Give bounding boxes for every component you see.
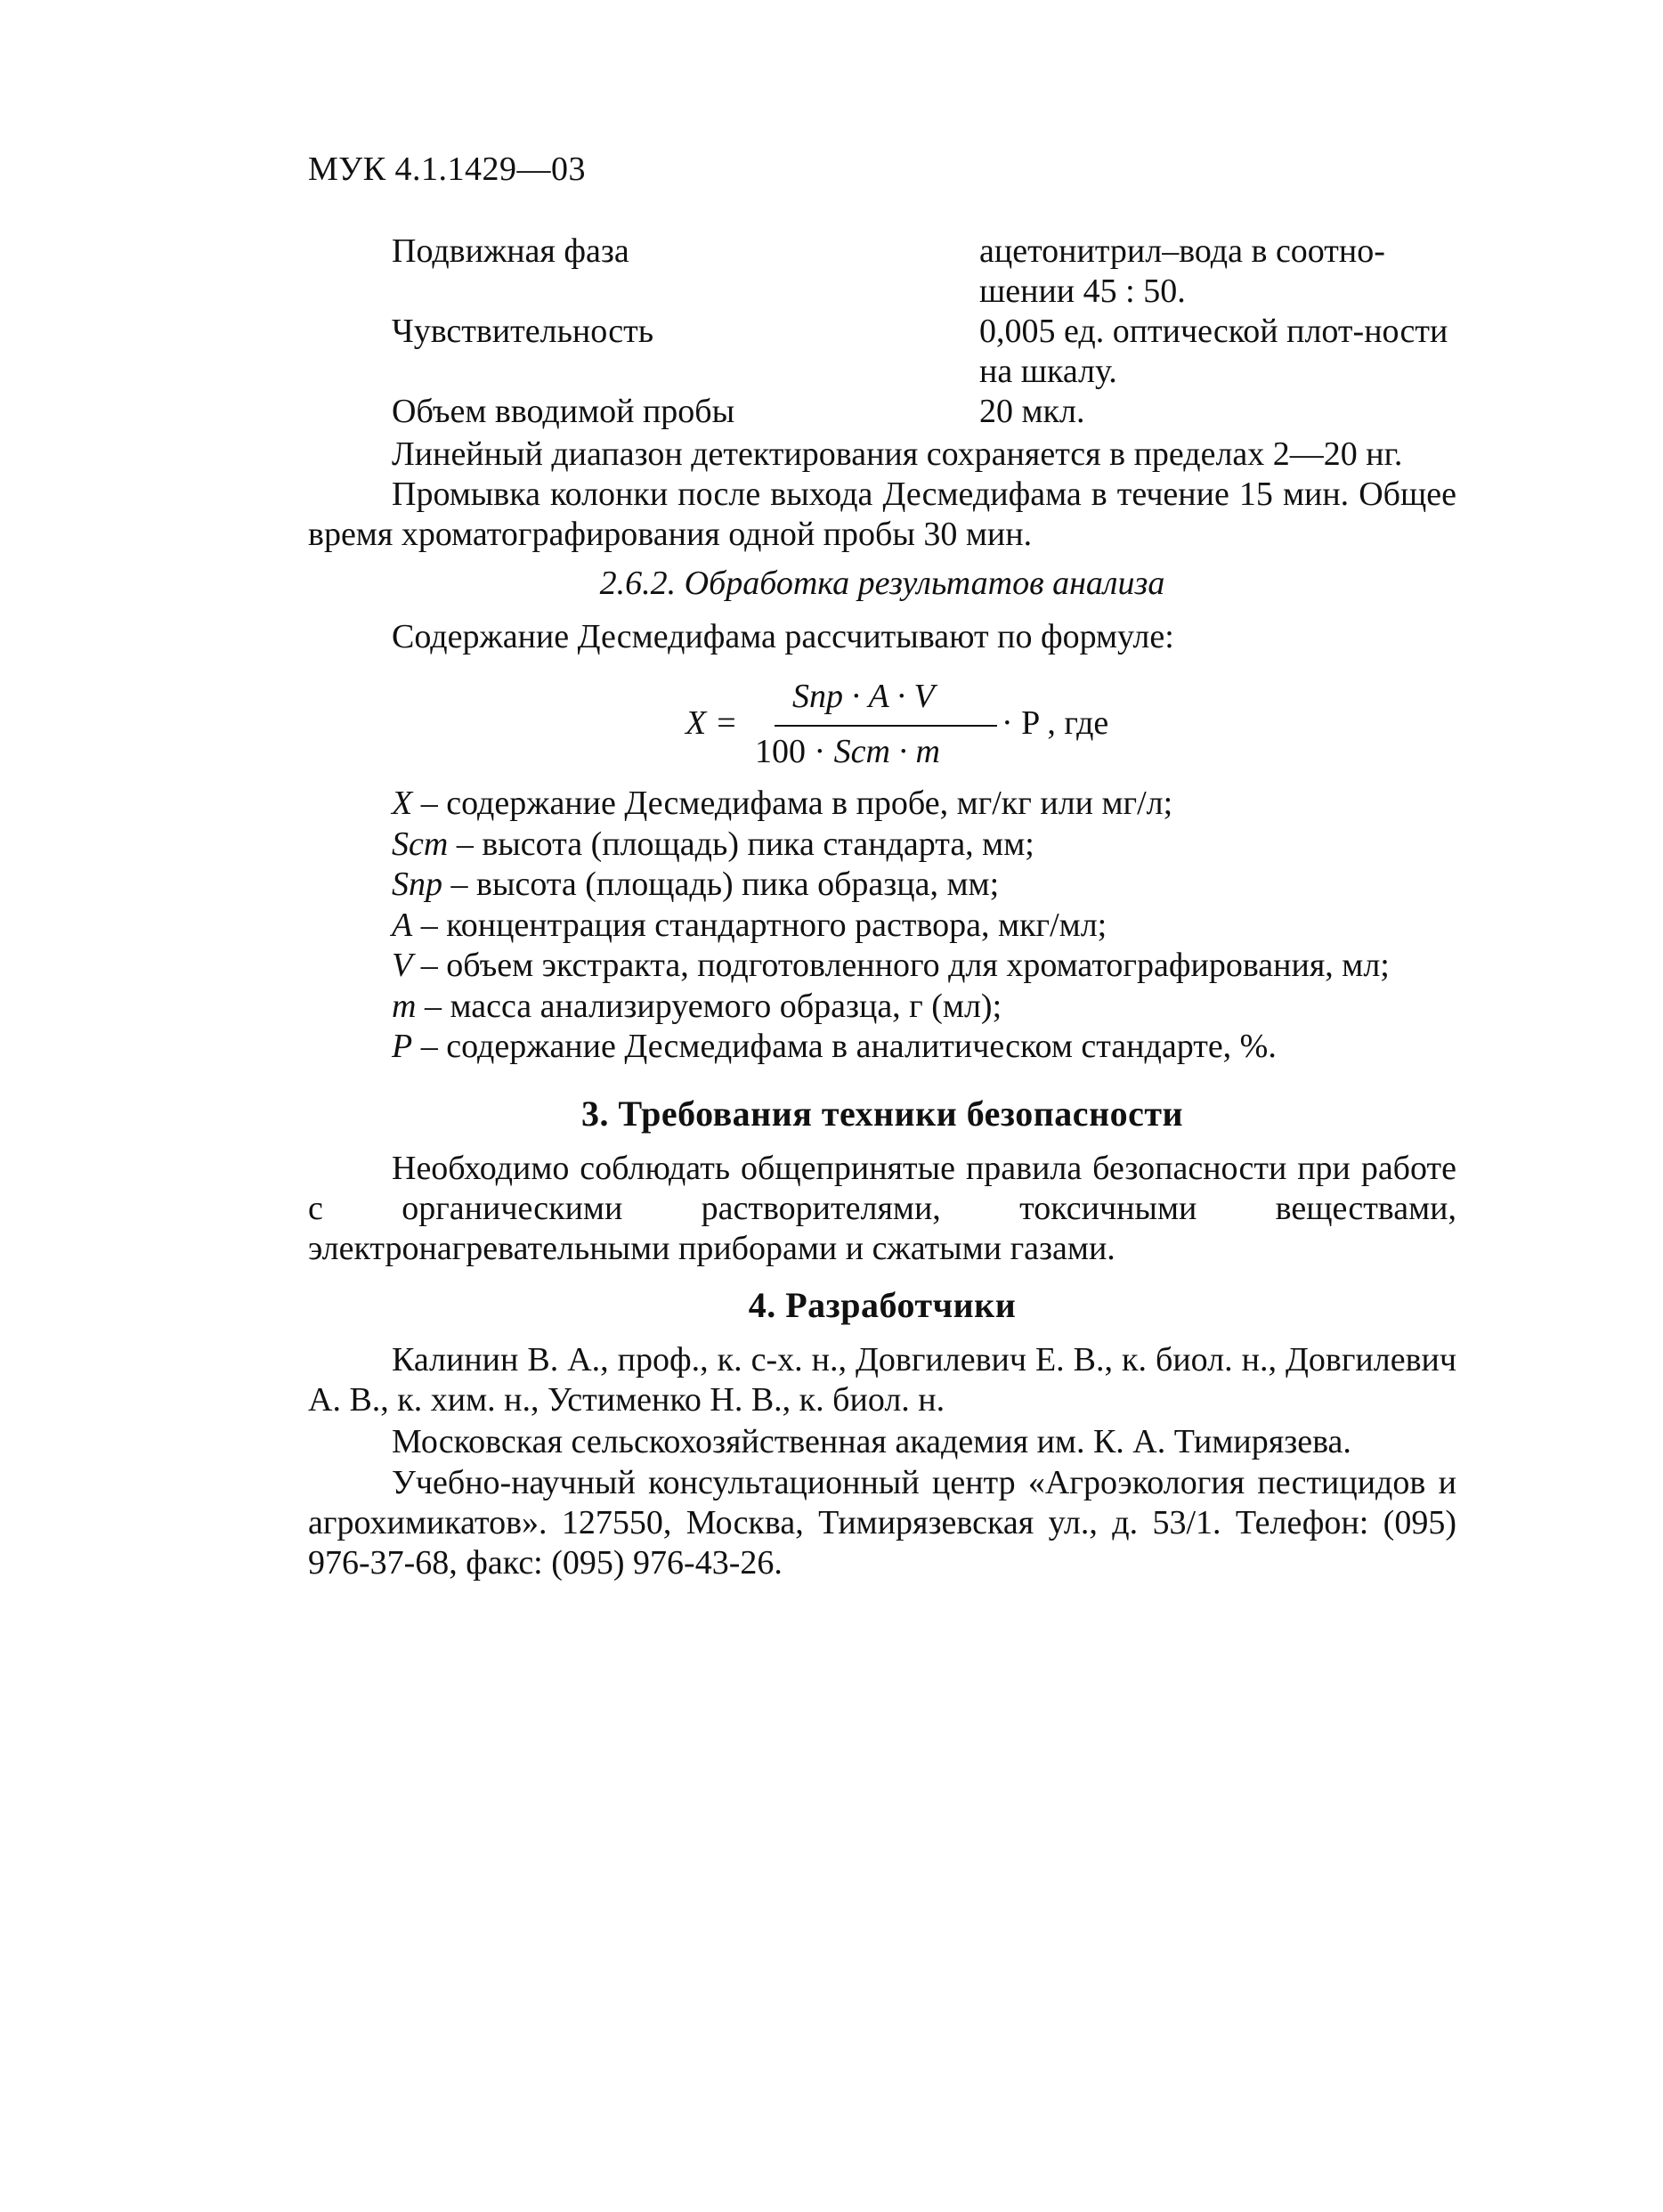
subsection-title: 2.6.2. Обработка результатов анализа	[599, 565, 1165, 602]
definition-item: Sпр – высота (площадь) пика образца, мм;	[392, 866, 1000, 903]
calculation-formula	[685, 677, 1148, 784]
param-label: Объем вводимой пробы	[392, 393, 735, 430]
param-value: 20 мкл.	[979, 393, 1085, 430]
formula-numerator: Sпр · A · V	[792, 678, 935, 715]
definition-item: V – объем экстракта, подготовленного для хроматографирования, мл;	[392, 947, 1390, 984]
param-row-sensitivity	[392, 312, 1460, 392]
param-label: Чувствительность	[392, 313, 654, 350]
definitions-list	[392, 784, 1460, 1068]
param-row-mobile-phase	[392, 232, 1460, 312]
formula-denominator: 100 · Sст · m	[755, 733, 940, 770]
param-row-injection-volume	[392, 392, 1460, 432]
section-3-text: Необходимо соблюдать общепринятые правила безопасности при работе с органическими растворителями, токсичными веществами, электронагревательными приборами и сжатыми газами.	[308, 1150, 1456, 1267]
academy-paragraph: Московская сельскохозяйственная академия им. К. А. Тимирязева.	[392, 1423, 1351, 1460]
section-4-heading: 4. Разработчики	[748, 1285, 1017, 1325]
formula-intro: Содержание Десмедифама рассчитывают по формуле:	[392, 618, 1174, 655]
formula-lhs: X =	[685, 704, 736, 742]
linear-range-paragraph: Линейный диапазон детектирования сохраняется в пределах 2—20 нг.	[392, 435, 1403, 473]
formula-tail: · P , где	[1002, 704, 1109, 742]
param-value: 0,005 ед. оптической плот-ности на шкалу.	[979, 313, 1448, 390]
definition-item: Sст – высота (площадь) пика стандарта, мм;	[392, 825, 1034, 863]
param-value: ацетонитрил–вода в соотно-шении 45 : 50.	[979, 232, 1385, 310]
washing-paragraph: Промывка колонки после выхода Десмедифама в течение 15 мин. Общее время хроматографирования одной пробы 30 мин.	[308, 476, 1456, 553]
authors-paragraph: Калинин В. А., проф., к. с-х. н., Довгилевич Е. В., к. биол. н., Довгилевич А. В., к. хим. н., Устименко Н. В., к. биол. н.	[308, 1341, 1456, 1419]
section-3-heading: 3. Требования техники безопасности	[580, 1094, 1184, 1134]
doc-code-header: МУК 4.1.1429—03	[308, 150, 587, 188]
fraction-bar	[775, 725, 997, 727]
definition-item: X – содержание Десмедифама в пробе, мг/кг или мг/л;	[392, 785, 1173, 822]
definition-item: A – концентрация стандартного раствора, мкг/мл;	[392, 906, 1107, 944]
param-label: Подвижная фаза	[392, 232, 629, 270]
definition-item: P – содержание Десмедифама в аналитическом стандарте, %.	[392, 1028, 1277, 1065]
definition-item: m – масса анализируемого образца, г (мл);	[392, 987, 1002, 1025]
parameters-list	[392, 232, 1460, 432]
center-paragraph: Учебно-научный консультационный центр «Агроэкология пестицидов и агрохимикатов». 127550, Москва, Тимирязевская ул., д. 53/1. Телефон: (095) 976-37-68, факс: (095) 976-43-26.	[308, 1464, 1456, 1582]
